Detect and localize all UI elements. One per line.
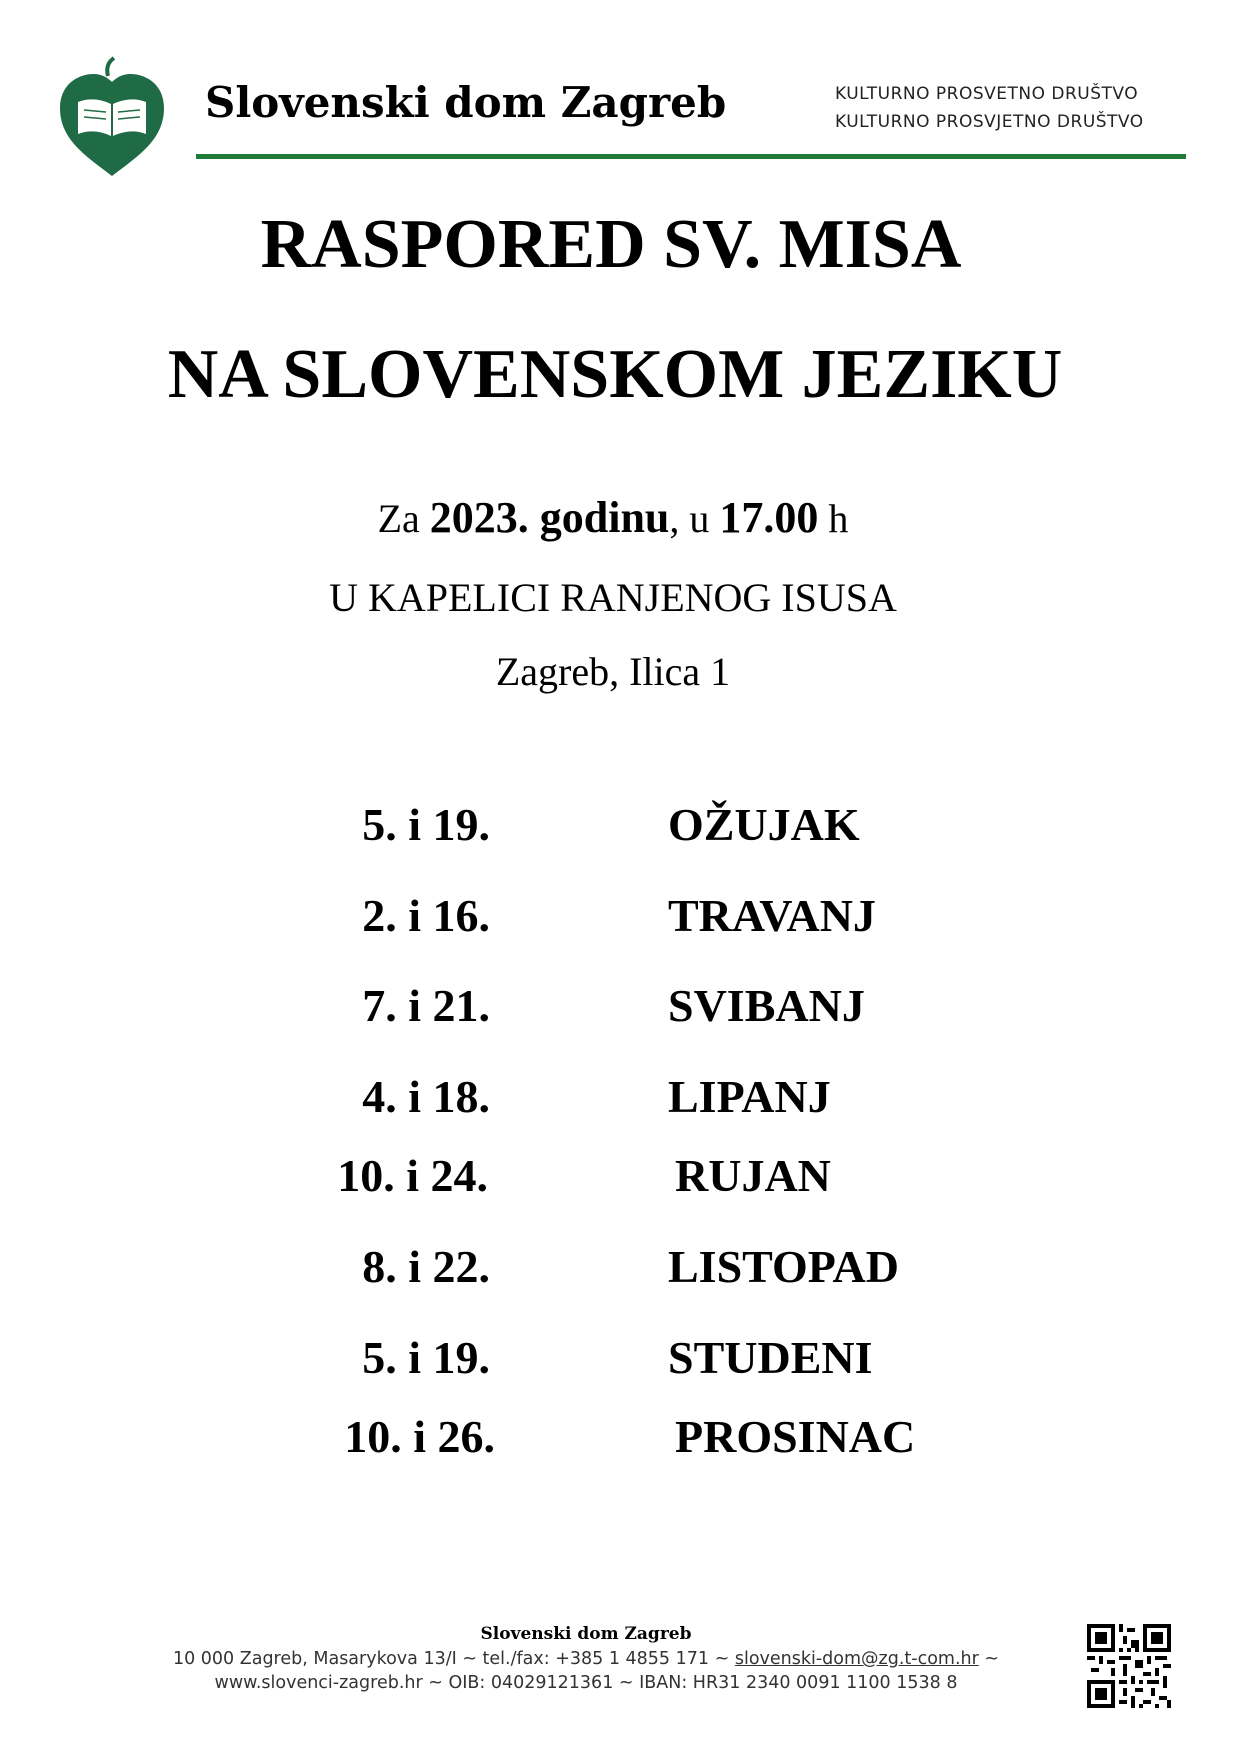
schedule-month: TRAVANJ	[668, 890, 876, 941]
schedule-month: LISTOPAD	[668, 1241, 899, 1292]
footer-org-name: Slovenski dom Zagreb	[480, 1624, 692, 1644]
schedule-month: RUJAN	[675, 1150, 831, 1201]
page-title-line-1: RASPORED SV. MISA	[260, 206, 962, 283]
za-text: Za	[377, 496, 420, 541]
u-text: , u	[669, 496, 710, 541]
schedule-month: LIPANJ	[668, 1071, 831, 1122]
hour-unit: h	[828, 496, 849, 541]
footer-contact-line	[0, 1649, 1206, 1669]
schedule-month: OŽUJAK	[668, 799, 860, 850]
schedule-month: SVIBANJ	[668, 980, 865, 1031]
schedule-dates: 10. i 26.	[344, 1411, 495, 1462]
brand-name: Slovenski dom Zagreb	[205, 78, 727, 127]
schedule-dates: 4. i 18.	[362, 1071, 490, 1122]
time-text: 17.00	[719, 493, 819, 542]
footer-separator: ~	[984, 1649, 1000, 1669]
schedule-dates: 5. i 19.	[362, 1332, 490, 1383]
org-line-2: KULTURNO PROSVJETNO DRUŠTVO	[835, 112, 1144, 132]
footer-address: 10 000 Zagreb, Masarykova 13/I ~ tel./fax: +385 1 4855 171 ~	[172, 1649, 730, 1669]
schedule-month: PROSINAC	[675, 1411, 916, 1462]
year-text: 2023. godinu	[429, 493, 670, 542]
schedule-dates: 2. i 16.	[362, 890, 490, 941]
footer-email-link[interactable]: slovenski-dom@zg.t-com.hr	[734, 1649, 979, 1669]
address-line: Zagreb, Ilica 1	[495, 649, 731, 694]
place-line: U KAPELICI RANJENOG ISUSA	[329, 575, 897, 620]
schedule-dates: 7. i 21.	[362, 980, 490, 1031]
page-title-line-2: NA SLOVENSKOM JEZIKU	[167, 336, 1063, 413]
schedule-dates: 5. i 19.	[362, 799, 490, 850]
schedule-dates: 8. i 22.	[362, 1241, 490, 1292]
schedule-month: STUDENI	[668, 1332, 873, 1383]
footer-web-line: www.slovenci-zagreb.hr ~ OIB: 04029121361 ~ IBAN: HR31 2340 0091 1100 1538 8	[214, 1673, 958, 1693]
org-line-1: KULTURNO PROSVETNO DRUŠTVO	[835, 84, 1139, 104]
schedule-dates: 10. i 24.	[337, 1150, 488, 1201]
qr-code-icon	[1087, 1624, 1171, 1708]
